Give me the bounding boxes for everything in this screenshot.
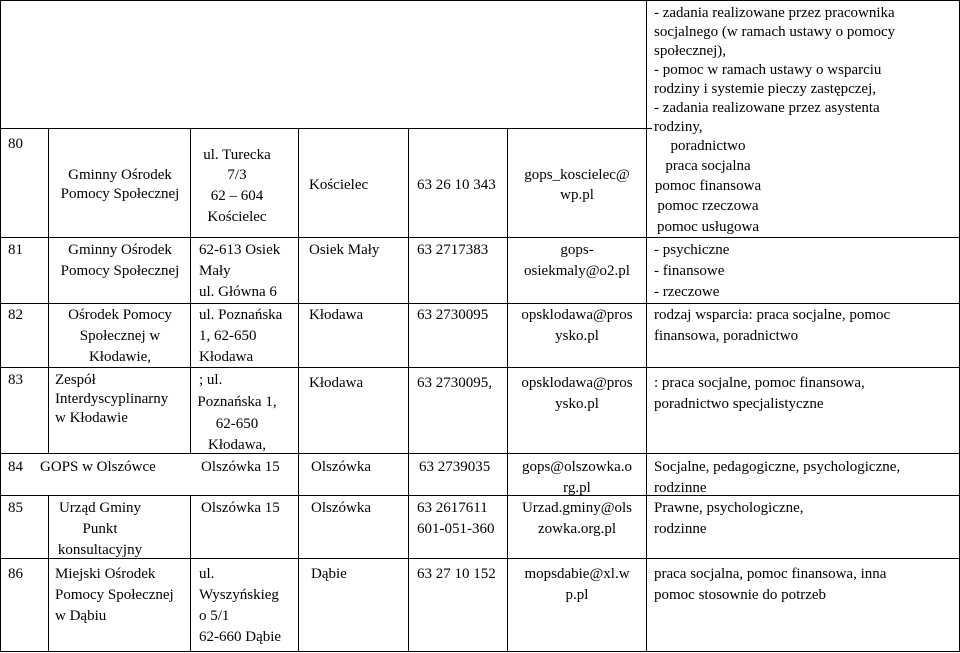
institution-name: w Dąbiu bbox=[55, 608, 107, 624]
row-number: 85 bbox=[8, 500, 23, 516]
phone: 63 26 10 343 bbox=[417, 177, 496, 193]
address: Olszówka 15 bbox=[201, 459, 280, 475]
address: Kłodawa, bbox=[208, 437, 266, 453]
service: pomoc finansowa bbox=[654, 178, 762, 194]
address: o 5/1 bbox=[199, 608, 230, 624]
city: Osiek Mały bbox=[309, 242, 380, 258]
row-separator bbox=[0, 495, 960, 496]
institution-name: GOPS w Olszówce bbox=[40, 459, 156, 475]
email: osiekmaly@o2.pl bbox=[524, 263, 630, 279]
institution-name: w Kłodawie bbox=[55, 410, 128, 426]
institution-name: Urząd Gminy bbox=[58, 500, 142, 516]
column-divider bbox=[298, 128, 299, 652]
address: ; ul. bbox=[199, 372, 223, 388]
service: rodzaj wsparcia: praca socjalne, pomoc bbox=[654, 307, 891, 323]
service: rodzinne bbox=[654, 521, 707, 537]
row-number: 80 bbox=[8, 136, 23, 152]
institution-name: Kłodawie, bbox=[88, 349, 152, 365]
row-separator bbox=[0, 128, 652, 129]
institution-name: konsultacyjny bbox=[57, 542, 143, 558]
row-separator bbox=[0, 303, 960, 304]
institution-name: Gminny Ośrodek bbox=[68, 242, 172, 258]
address: 62 – 604 bbox=[210, 188, 264, 204]
address: Wyszyńskieg bbox=[199, 587, 279, 603]
service: poradnictwo specjalistyczne bbox=[654, 396, 824, 412]
email: ysko.pl bbox=[555, 328, 599, 344]
email: gops- bbox=[560, 242, 594, 258]
service: poradnictwo bbox=[670, 138, 746, 154]
city: Olszówka bbox=[311, 500, 371, 516]
address: Olszówka 15 bbox=[201, 500, 280, 516]
email: wp.pl bbox=[560, 187, 594, 203]
email: mopsdabie@xl.w bbox=[524, 566, 630, 582]
address: ul. Turecka bbox=[203, 147, 271, 163]
service: rodzinne bbox=[654, 480, 707, 496]
email: zowka.org.pl bbox=[537, 521, 617, 537]
row-number: 86 bbox=[8, 566, 23, 582]
institution-name: Społecznej w bbox=[79, 328, 161, 344]
institution-name: Gminny Ośrodek bbox=[68, 167, 172, 183]
service: Prawne, psychologiczne, bbox=[654, 500, 804, 516]
row-number: 83 bbox=[8, 372, 23, 388]
email: ysko.pl bbox=[555, 396, 599, 412]
column-divider bbox=[408, 128, 409, 652]
phone: 63 27 10 152 bbox=[417, 566, 496, 582]
email: rg.pl bbox=[563, 480, 591, 496]
email: Urzad.gminy@ols bbox=[521, 500, 633, 516]
email: p.pl bbox=[565, 587, 589, 603]
city: Dąbie bbox=[311, 566, 347, 582]
service: praca socjalna bbox=[665, 158, 751, 174]
row-separator bbox=[0, 0, 960, 1]
phone: 63 2730095 bbox=[417, 307, 489, 323]
service: Socjalne, pedagogiczne, psychologiczne, bbox=[654, 459, 901, 475]
address: Mały bbox=[199, 263, 231, 279]
service: pomoc stosownie do potrzeb bbox=[654, 587, 827, 603]
institution-name: Punkt bbox=[82, 521, 118, 537]
institution-name: Pomocy Społecznej bbox=[60, 186, 180, 202]
institution-name: Miejski Ośrodek bbox=[55, 566, 156, 582]
row-separator bbox=[0, 237, 960, 238]
city: Kościelec bbox=[309, 177, 369, 193]
institution-name: Pomocy Społecznej bbox=[60, 263, 180, 279]
column-divider bbox=[48, 128, 49, 453]
address: 7/3 bbox=[227, 167, 247, 183]
row-number: 84 bbox=[8, 459, 23, 475]
institution-name: Ośrodek Pomocy bbox=[68, 307, 172, 323]
address: ul. Poznańska bbox=[199, 307, 283, 323]
service: pomoc usługowa bbox=[656, 219, 760, 235]
address: 62-660 Dąbie bbox=[199, 629, 282, 645]
institution-name: Pomocy Społecznej bbox=[55, 587, 174, 603]
column-divider bbox=[190, 128, 191, 453]
city: Kłodawa bbox=[309, 375, 364, 391]
service: - psychiczne bbox=[654, 242, 730, 258]
service: pomoc rzeczowa bbox=[657, 198, 759, 214]
service: - finansowe bbox=[654, 263, 725, 279]
row-separator bbox=[0, 651, 960, 652]
address: Kłodawa bbox=[199, 349, 254, 365]
row-number: 81 bbox=[8, 242, 23, 258]
institution-name: Interdyscyplinarny bbox=[55, 391, 169, 407]
service: finansowa, poradnictwo bbox=[654, 328, 799, 344]
email: gops@olszowka.o bbox=[521, 459, 633, 475]
service: : praca socjalne, pomoc finansowa, bbox=[654, 375, 865, 391]
email: opsklodawa@pros bbox=[521, 307, 633, 323]
column-divider bbox=[646, 0, 647, 652]
phone: 601-051-360 bbox=[417, 521, 495, 537]
phone: 63 2617611 bbox=[417, 500, 488, 516]
column-divider bbox=[48, 495, 49, 652]
address: 62-613 Osiek bbox=[199, 242, 281, 258]
column-divider bbox=[190, 495, 191, 652]
address: Kościelec bbox=[207, 209, 267, 225]
address: Poznańska 1, bbox=[197, 394, 277, 410]
email: opsklodawa@pros bbox=[521, 375, 633, 391]
address: ul. bbox=[199, 566, 215, 582]
phone: 63 2730095, bbox=[417, 375, 492, 391]
row-separator bbox=[0, 453, 960, 454]
column-divider bbox=[507, 128, 508, 652]
phone: 63 2717383 bbox=[417, 242, 489, 258]
phone: 63 2739035 bbox=[419, 459, 491, 475]
service: praca socjalna, pomoc finansowa, inna bbox=[654, 566, 887, 582]
address: 1, 62-650 bbox=[199, 328, 257, 344]
column-divider bbox=[0, 0, 1, 652]
row-number: 82 bbox=[8, 307, 23, 323]
city: Kłodawa bbox=[309, 307, 364, 323]
city: Olszówka bbox=[311, 459, 371, 475]
institution-name: Zespół bbox=[55, 372, 96, 388]
service: - rzeczowe bbox=[654, 284, 720, 300]
address: ul. Główna 6 bbox=[199, 284, 277, 300]
email: gops_koscielec@ bbox=[524, 167, 630, 183]
address: 62-650 bbox=[215, 416, 259, 432]
